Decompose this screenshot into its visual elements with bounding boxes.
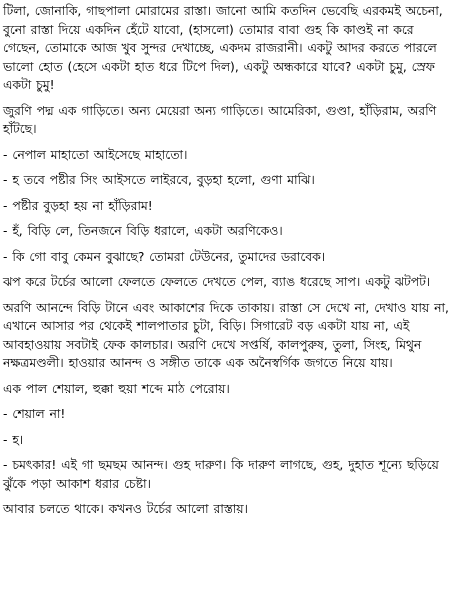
dialog-line-1: - নেপাল মাহাতো আইসেছে মাহাতো। [3,147,188,162]
dialog-line-3: - পষ্টীর বুড়হা হয় না হাঁড়িরাম! [3,198,153,213]
dialog-line-5: - কি গো বাবু কেমন বুঝাছে? তোমরা টেউনের, তুমাদের ডরাবেক। [3,249,326,264]
paragraph-opening-monologue: টিলা, জোনাকি, গাছপালা মোরামের রাস্তা। জানো আমি কতদিন ভেবেছি এরকমই অচেনা, বুনো রাস্তা দিয়ে একদিন হেঁটে যাবো, (হাসলো) তোমার বাবা গুহ কি কাণ্ডই না করে গেছেন, তোমাকে আজ খুব সুন্দর দেখাচ্ছে, একদম রাজরানী। একটু আদর করতে পারলে ভালো হোত (হেসে একটা হাত ধরে টিপে দিল), একটু অন্ধকারে যাবে? একটা চুমু, স্রেফ একটা চুমু! [3,4,443,92]
dialog-line-4: - হঁ, বিড়ি লে, তিনজনে বিড়ি ধরালে, একটা অরণিকেও। [3,224,283,238]
paragraph-closing: আবার চলতে থাকে। কখনও টর্চের আলো রাস্তায়। [3,502,248,516]
dialog-line-8: - চমৎকার! এই গা ছমছম আনন্দ। গুহ দারুণ। কি দারুণ লাগছে, গুহ, দুহাত শূন্যে ছড়িয়ে ঝুঁকে পড়া আকাশ ধরার চেষ্টা। [3,458,439,491]
dialog-line-6: - শেয়াল না! [3,407,66,421]
paragraph-walking-group: জুরণি পদ্ম এক গাড়িতে। অন্য মেয়েরা অন্য গাড়িতে। আমেরিকা, গুণ্ডা, হাঁড়িরাম, অরণি হাঁটছে। [3,103,437,136]
dialog-line-7: - হ। [3,432,24,447]
dialog-line-2: - হ তবে পষ্টীর সিং আইসতে লাইরবে, বুড়হা হলো, গুণা মাঝি। [3,173,315,187]
paragraph-torch-snake: ঝপ করে টর্চের আলো ফেলতে ফেলতে দেখতে পেল, ব্যাঙ ধরেছে সাপ। একটু ঝটপট। [3,275,431,289]
paragraph-jackals: এক পাল শেয়াল, হুক্কা হুয়া শব্দে মাঠ পেরোয়। [3,381,230,396]
paragraph-sky-watching: অরণি আনন্দে বিড়ি টানে এবং আকাশের দিকে তাকায়। রাস্তা সে দেখে না, দেখাও যায় না, এখানে আসার পর থেকেই শালপাতার চুটা, বিড়ি। সিগারেট বড় একটা যায় না, এই আবহাওয়ায় সবটাই ফেক কালচার। অরণি দেখে সপ্তর্ষি, কালপুরুষ, তুলা, সিংহ, মিথুন নক্ষত্রমণ্ডলী। হাওয়ার আনন্দ ও সঙ্গীত তাকে এক অনৈস্বর্গিক জগতে নিয়ে যায়। [3,300,449,370]
